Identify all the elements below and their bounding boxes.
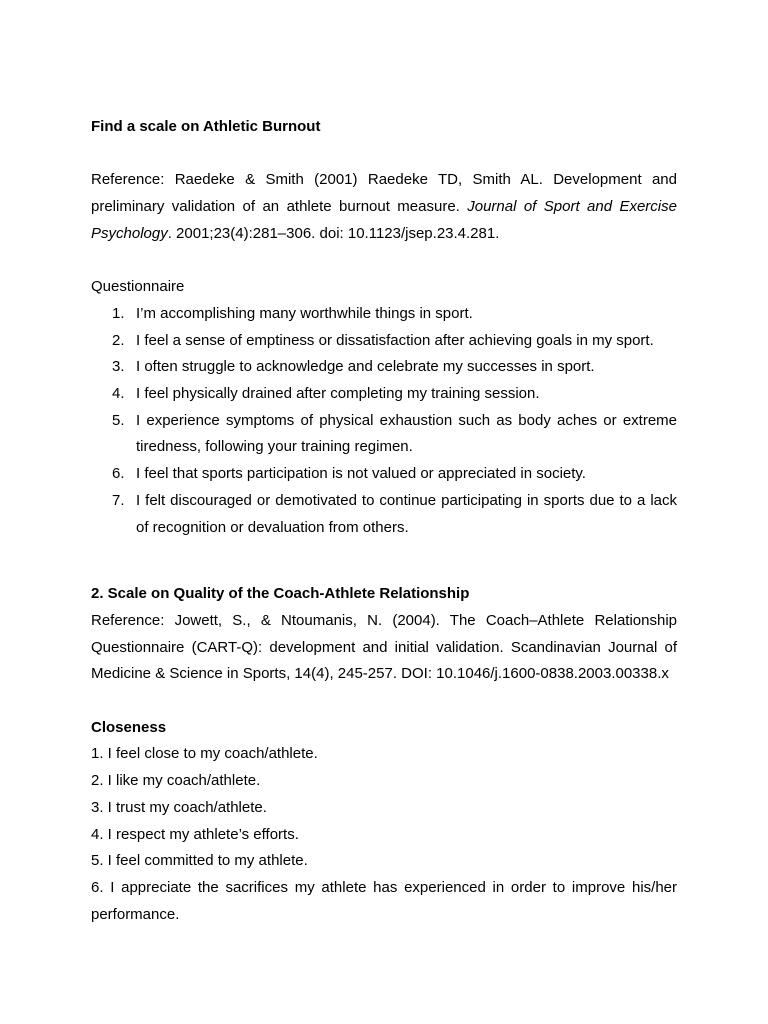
document-body: [91, 114, 677, 928]
reference-lead: Reference: Raedeke & Smith (2001) Raedeke TD, Smith AL. Development and preliminary validation of an athlete burnout measure.: [91, 171, 677, 216]
list-item: 2. I like my coach/athlete.: [91, 772, 261, 790]
reference-journal: Journal of Sport and Exercise Psychology: [91, 198, 677, 242]
reference-tail: . 2001;23(4):281–306. doi: 10.1123/jsep.23.4.281.: [167, 224, 500, 242]
questionnaire-label: Questionnaire: [91, 278, 185, 296]
list-item: 4. I feel physically drained after completing my training session.: [112, 385, 540, 402]
questionnaire-list: [91, 301, 677, 541]
list-item: 7. I felt discouraged or demotivated to continue participating in sports due to a lack of recognition or devaluation from others.: [112, 491, 677, 536]
list-item: 3. I trust my coach/athlete.: [91, 798, 267, 816]
list-item: 5. I experience symptoms of physical exhaustion such as body aches or extreme tiredness, following your training regimen.: [112, 411, 677, 456]
list-item: 4. I respect my athlete’s efforts.: [91, 825, 299, 843]
section1-title: Find a scale on Athletic Burnout: [91, 118, 321, 135]
list-item: 3. I often struggle to acknowledge and celebrate my successes in sport.: [112, 358, 595, 376]
list-item: 6. I feel that sports participation is not valued or appreciated in society.: [112, 465, 586, 483]
closeness-list: [91, 741, 677, 928]
list-item: 1. I feel close to my coach/athlete.: [91, 745, 318, 763]
list-item: 6. I appreciate the sacrifices my athlete has experienced in order to improve his/her performance.: [91, 878, 677, 923]
section2-title: 2. Scale on Quality of the Coach-Athlete Relationship: [91, 585, 470, 603]
list-item: 5. I feel committed to my athlete.: [91, 852, 308, 870]
list-item: 2. I feel a sense of emptiness or dissatisfaction after achieving goals in my sport.: [112, 331, 654, 349]
closeness-heading: Closeness: [91, 718, 167, 736]
section2-reference: Reference: Jowett, S., & Ntoumanis, N. (2004). The Coach–Athlete Relationship Questionnaire (CART-Q): development and initial validation. Scandinavian Journal of Medicine & Science in Sports, 14(4), 245-257. DOI: 10.1046/j.1600-0838.2003.00338.x: [91, 611, 677, 683]
section1-reference: [91, 167, 677, 247]
list-item: 1. I’m accomplishing many worthwhile things in sport.: [112, 304, 473, 322]
